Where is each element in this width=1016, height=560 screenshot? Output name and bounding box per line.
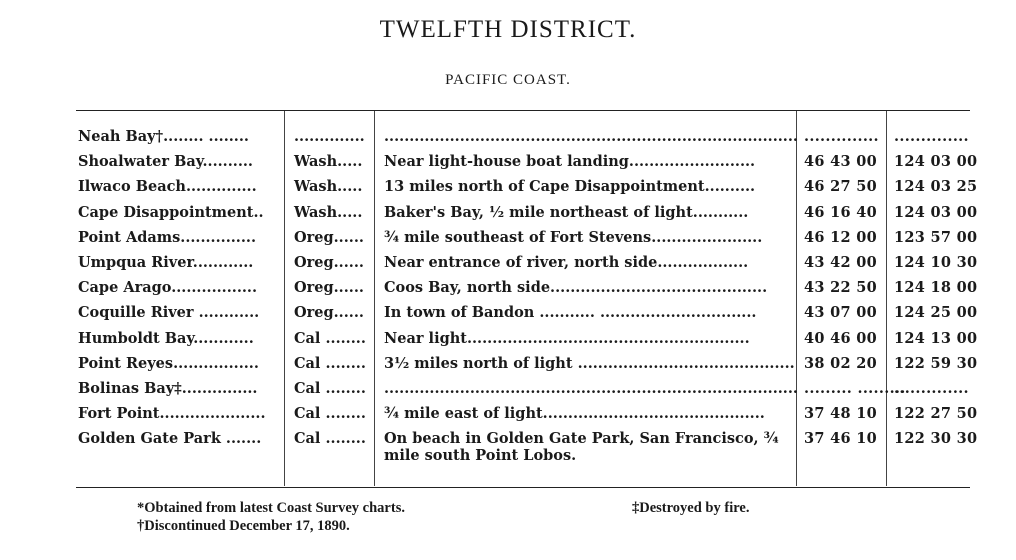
station-description: In town of Bandon ........... ............................... [384, 304, 757, 322]
footnote-dagger: †Discontinued December 17, 1890. [137, 518, 350, 534]
station-longitude: 122 30 30 [894, 430, 978, 448]
footnote-double-dagger: ‡Destroyed by fire. [632, 500, 750, 516]
page-subtitle: PACIFIC COAST. [445, 72, 571, 88]
station-state: Cal ........ [294, 329, 366, 347]
station-longitude: 124 18 00 [894, 279, 978, 297]
station-description: .................................................................................. [384, 128, 798, 145]
station-name: Cape Disappointment.. [78, 203, 264, 221]
station-description: Baker's Bay, ½ mile northeast of light........... [384, 203, 749, 221]
table-row [76, 128, 976, 153]
table-row [76, 380, 976, 405]
table-row [76, 153, 976, 178]
station-description: Near light........................................................ [384, 329, 750, 347]
station-name: Bolinas Bay‡............... [78, 379, 258, 397]
station-longitude: 124 10 30 [894, 253, 978, 271]
station-latitude: 43 42 00 [804, 253, 878, 271]
station-longitude: .............. [894, 128, 969, 145]
table-row [76, 405, 976, 430]
station-name: Coquille River ............ [78, 304, 260, 322]
stations-table [76, 128, 976, 480]
table-row [76, 204, 976, 229]
station-latitude: 43 07 00 [804, 304, 878, 322]
station-description: Near entrance of river, north side.................. [384, 253, 749, 271]
station-state: Cal ........ [294, 354, 366, 372]
station-state: .............. [294, 128, 365, 145]
station-latitude: 46 12 00 [804, 228, 878, 246]
table-row [76, 229, 976, 254]
station-name: Fort Point..................... [78, 405, 266, 423]
station-latitude: 38 02 20 [804, 354, 878, 372]
station-longitude: .............. [894, 379, 969, 397]
station-longitude: 124 03 00 [894, 203, 978, 221]
station-latitude: 46 27 50 [804, 178, 878, 196]
station-longitude: 124 13 00 [894, 329, 978, 347]
station-description: .................................................................................. [384, 379, 798, 397]
station-name: Ilwaco Beach.............. [78, 178, 257, 196]
station-state: Cal ........ [294, 430, 366, 448]
table-row [76, 330, 976, 355]
station-longitude: 123 57 00 [894, 228, 978, 246]
station-longitude: 124 03 25 [894, 178, 978, 196]
station-longitude: 124 03 00 [894, 153, 978, 171]
station-name: Neah Bay†........ ........ [78, 128, 249, 145]
station-latitude: .............. [804, 128, 879, 145]
station-latitude: ......... ......... [804, 379, 906, 397]
station-state: Wash..... [294, 153, 363, 171]
station-description: ¾ mile southeast of Fort Stevens...................... [384, 228, 763, 246]
station-name: Humboldt Bay............ [78, 329, 254, 347]
table-bottom-rule [76, 487, 970, 488]
station-latitude: 37 46 10 [804, 430, 878, 448]
station-latitude: 37 48 10 [804, 405, 878, 423]
station-latitude: 40 46 00 [804, 329, 878, 347]
station-description: 13 miles north of Cape Disappointment.......... [384, 178, 756, 196]
station-latitude: 46 16 40 [804, 203, 878, 221]
station-state: Wash..... [294, 178, 363, 196]
station-longitude: 124 25 00 [894, 304, 978, 322]
station-name: Umpqua River............ [78, 253, 254, 271]
station-state: Cal ........ [294, 379, 366, 397]
table-row [76, 304, 976, 329]
station-longitude: 122 59 30 [894, 354, 978, 372]
station-name: Cape Arago................. [78, 279, 258, 297]
station-state: Oreg...... [294, 253, 364, 271]
station-description: 3½ miles north of light ........................................... [384, 354, 795, 372]
station-name: Point Reyes................. [78, 354, 259, 372]
station-description: ¾ mile east of light............................................ [384, 405, 765, 423]
page-title: TWELFTH DISTRICT. [379, 16, 637, 43]
station-name: Golden Gate Park ....... [78, 430, 262, 448]
station-state: Oreg...... [294, 228, 364, 246]
table-row [76, 254, 976, 279]
station-description: On beach in Golden Gate Park, San Francisco, ¾ mile south Point Lobos. [384, 430, 779, 465]
station-state: Oreg...... [294, 304, 364, 322]
station-latitude: 46 43 00 [804, 153, 878, 171]
station-state: Wash..... [294, 203, 363, 221]
station-name: Shoalwater Bay.......... [78, 153, 253, 171]
station-latitude: 43 22 50 [804, 279, 878, 297]
table-row [76, 430, 976, 480]
footnote-asterisk: *Obtained from latest Coast Survey charts. [137, 500, 405, 516]
station-state: Oreg...... [294, 279, 364, 297]
station-longitude: 122 27 50 [894, 405, 978, 423]
station-name: Point Adams............... [78, 228, 256, 246]
station-description: Near light-house boat landing......................... [384, 153, 756, 171]
station-state: Cal ........ [294, 405, 366, 423]
table-row [76, 279, 976, 304]
table-top-rule [76, 110, 970, 111]
station-description: Coos Bay, north side........................................... [384, 279, 768, 297]
table-row [76, 355, 976, 380]
table-row [76, 178, 976, 203]
